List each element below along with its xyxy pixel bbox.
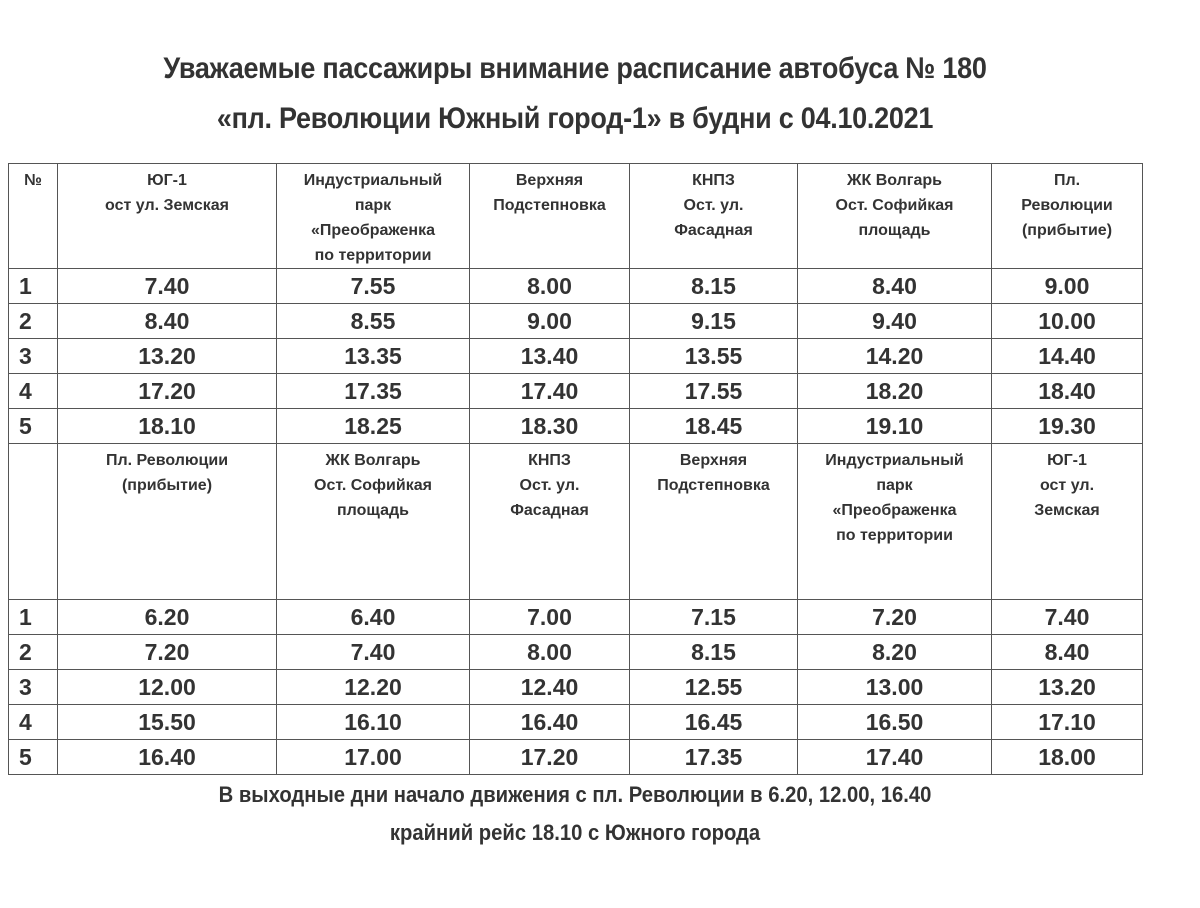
table-row bbox=[9, 374, 1143, 409]
departure-time: 16.40 bbox=[470, 705, 630, 740]
stop-header-line: Фасадная bbox=[510, 502, 589, 519]
number-header: № bbox=[9, 164, 58, 269]
departure-time: 13.55 bbox=[630, 339, 798, 374]
weekend-note: В выходные дни начало движения с пл. Революции в 6.20, 12.00, 16.40 bbox=[218, 782, 932, 807]
departure-time: 7.20 bbox=[58, 635, 277, 670]
stop-header-line: КНПЗ bbox=[692, 172, 735, 189]
departure-time: 13.20 bbox=[58, 339, 277, 374]
departure-time: 9.00 bbox=[470, 304, 630, 339]
departure-time: 18.00 bbox=[992, 740, 1143, 775]
trip-number: 5 bbox=[9, 409, 58, 444]
departure-time: 8.20 bbox=[798, 635, 992, 670]
stop-header-line: ост ул. bbox=[1039, 477, 1095, 494]
departure-time: 16.45 bbox=[630, 705, 798, 740]
table-row bbox=[9, 705, 1143, 740]
departure-time: 6.40 bbox=[277, 600, 470, 635]
departure-time: 8.00 bbox=[470, 269, 630, 304]
table-row bbox=[9, 269, 1143, 304]
schedule-subtitle: «пл. Революции Южный город-1» в будни с 04.10.2021 bbox=[216, 102, 934, 135]
table2-header-row bbox=[9, 444, 1143, 600]
table1-header-row bbox=[9, 164, 1143, 269]
stop-header-line: Пл. bbox=[1053, 172, 1081, 189]
stop-header-line: ЮГ-1 bbox=[1047, 452, 1087, 469]
stop-header-line: по территории bbox=[314, 247, 432, 264]
departure-time: 13.00 bbox=[798, 670, 992, 705]
departure-time: 8.15 bbox=[630, 635, 798, 670]
departure-time: 13.20 bbox=[992, 670, 1143, 705]
stop-header bbox=[277, 164, 470, 269]
stop-header bbox=[630, 444, 798, 600]
departure-time: 18.20 bbox=[798, 374, 992, 409]
departure-time: 17.00 bbox=[277, 740, 470, 775]
departure-time: 17.35 bbox=[277, 374, 470, 409]
departure-time: 17.40 bbox=[470, 374, 630, 409]
stop-header-line: Революции bbox=[1021, 197, 1113, 214]
departure-time: 13.40 bbox=[470, 339, 630, 374]
trip-number: 4 bbox=[9, 374, 58, 409]
departure-time: 9.40 bbox=[798, 304, 992, 339]
departure-time: 17.40 bbox=[798, 740, 992, 775]
stop-header bbox=[798, 164, 992, 269]
departure-time: 12.00 bbox=[58, 670, 277, 705]
table-row bbox=[9, 339, 1143, 374]
departure-time: 17.35 bbox=[630, 740, 798, 775]
stop-header bbox=[470, 444, 630, 600]
departure-time: 8.15 bbox=[630, 269, 798, 304]
departure-time: 17.10 bbox=[992, 705, 1143, 740]
departure-time: 18.30 bbox=[470, 409, 630, 444]
trip-number: 1 bbox=[9, 269, 58, 304]
stop-header-line: (прибытие) bbox=[1021, 222, 1113, 239]
stop-header bbox=[992, 164, 1143, 269]
departure-time: 12.20 bbox=[277, 670, 470, 705]
trip-number: 4 bbox=[9, 705, 58, 740]
departure-time: 8.40 bbox=[798, 269, 992, 304]
stop-header-line: Земская bbox=[1034, 502, 1100, 519]
trip-number: 2 bbox=[9, 635, 58, 670]
departure-time: 16.40 bbox=[58, 740, 277, 775]
stop-header-line: ост ул. Земская bbox=[105, 197, 229, 214]
departure-time: 7.20 bbox=[798, 600, 992, 635]
stop-header bbox=[630, 164, 798, 269]
departure-time: 6.20 bbox=[58, 600, 277, 635]
stop-header-line: по территории bbox=[836, 527, 953, 544]
stop-header-line: Верхняя bbox=[515, 172, 584, 189]
departure-time: 8.00 bbox=[470, 635, 630, 670]
stop-header-line: площадь bbox=[337, 502, 409, 519]
trip-number: 2 bbox=[9, 304, 58, 339]
departure-time: 12.40 bbox=[470, 670, 630, 705]
stop-header-line: Ост. Софийкая bbox=[835, 197, 954, 214]
departure-time: 19.30 bbox=[992, 409, 1143, 444]
departure-time: 16.50 bbox=[798, 705, 992, 740]
stop-header-line: Индустриальный bbox=[825, 452, 964, 469]
stop-header-line: ЖК Волгарь bbox=[847, 172, 942, 189]
departure-time: 18.10 bbox=[58, 409, 277, 444]
schedule-table bbox=[8, 163, 1143, 775]
departure-time: 7.40 bbox=[58, 269, 277, 304]
table-row bbox=[9, 409, 1143, 444]
stop-header-line: Фасадная bbox=[674, 222, 753, 239]
stop-header-line: КНПЗ bbox=[528, 452, 571, 469]
departure-time: 8.40 bbox=[992, 635, 1143, 670]
stop-header bbox=[798, 444, 992, 600]
stop-header-line: Пл. Революции bbox=[105, 452, 229, 469]
stop-header-line: ЮГ-1 bbox=[147, 172, 187, 189]
stop-header-line: Подстепновка bbox=[657, 477, 770, 494]
departure-time: 18.25 bbox=[277, 409, 470, 444]
table-row bbox=[9, 670, 1143, 705]
stop-header bbox=[470, 164, 630, 269]
stop-header-line: «Преображенка bbox=[832, 502, 957, 519]
last-trip-note: крайний рейс 18.10 с Южного города bbox=[389, 820, 761, 845]
stop-header-line: парк bbox=[876, 477, 913, 494]
trip-number: 5 bbox=[9, 740, 58, 775]
departure-time: 18.40 bbox=[992, 374, 1143, 409]
departure-time: 16.10 bbox=[277, 705, 470, 740]
stop-header-line: Ост. Софийкая bbox=[314, 477, 432, 494]
stop-header bbox=[58, 164, 277, 269]
table-row bbox=[9, 740, 1143, 775]
stop-header-line: (прибытие) bbox=[121, 477, 213, 494]
departure-time: 9.00 bbox=[992, 269, 1143, 304]
departure-time: 9.15 bbox=[630, 304, 798, 339]
stop-header-line: Индустриальный bbox=[303, 172, 443, 189]
departure-time: 8.40 bbox=[58, 304, 277, 339]
stop-header bbox=[277, 444, 470, 600]
trip-number: 1 bbox=[9, 600, 58, 635]
schedule-title: Уважаемые пассажиры внимание расписание автобуса № 180 bbox=[163, 52, 987, 85]
trip-number: 3 bbox=[9, 339, 58, 374]
stop-header-line: Подстепновка bbox=[493, 197, 606, 214]
number-header bbox=[9, 444, 58, 600]
departure-time: 18.45 bbox=[630, 409, 798, 444]
departure-time: 17.20 bbox=[470, 740, 630, 775]
departure-time: 13.35 bbox=[277, 339, 470, 374]
departure-time: 15.50 bbox=[58, 705, 277, 740]
stop-header bbox=[58, 444, 277, 600]
departure-time: 7.40 bbox=[277, 635, 470, 670]
stop-header-line: Верхняя bbox=[679, 452, 748, 469]
stop-header-line: «Преображенка bbox=[311, 222, 435, 239]
stop-header-line: парк bbox=[354, 197, 392, 214]
stop-header-line: Ост. ул. bbox=[519, 477, 580, 494]
departure-time: 12.55 bbox=[630, 670, 798, 705]
stop-header-line: Ост. ул. bbox=[683, 197, 744, 214]
departure-time: 14.20 bbox=[798, 339, 992, 374]
departure-time: 8.55 bbox=[277, 304, 470, 339]
departure-time: 10.00 bbox=[992, 304, 1143, 339]
departure-time: 7.55 bbox=[277, 269, 470, 304]
departure-time: 17.20 bbox=[58, 374, 277, 409]
stop-header-line: ЖК Волгарь bbox=[325, 452, 421, 469]
stop-header bbox=[992, 444, 1143, 600]
stop-header-line: площадь bbox=[858, 222, 931, 239]
departure-time: 17.55 bbox=[630, 374, 798, 409]
departure-time: 7.40 bbox=[992, 600, 1143, 635]
departure-time: 7.15 bbox=[630, 600, 798, 635]
table-row bbox=[9, 600, 1143, 635]
table-row bbox=[9, 304, 1143, 339]
departure-time: 7.00 bbox=[470, 600, 630, 635]
departure-time: 14.40 bbox=[992, 339, 1143, 374]
table-row bbox=[9, 635, 1143, 670]
departure-time: 19.10 bbox=[798, 409, 992, 444]
trip-number: 3 bbox=[9, 670, 58, 705]
